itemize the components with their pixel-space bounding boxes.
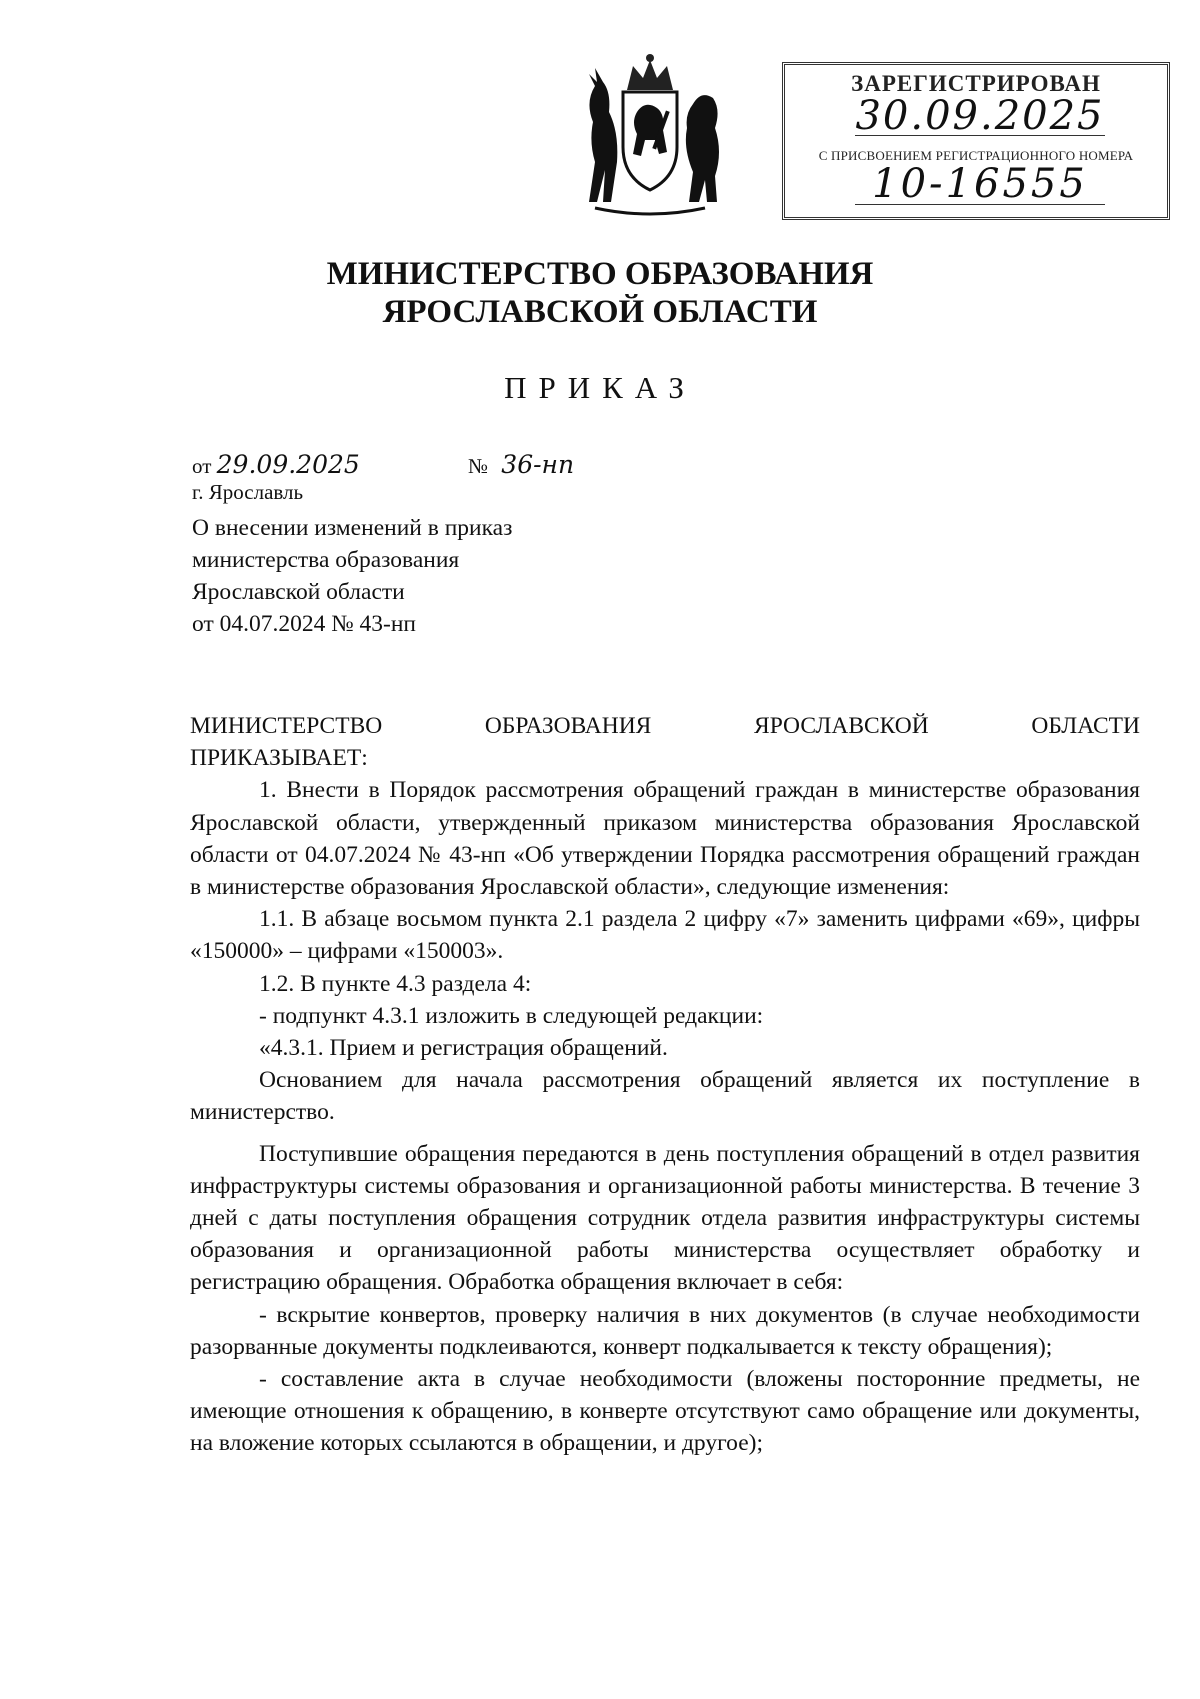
subject-line: от 04.07.2024 № 43-нп [192, 611, 416, 637]
paragraph-basis: Основанием для начала рассмотрения обращений является их поступление в министерство. [190, 1067, 1140, 1126]
stamp-date: 30.09.2025 [855, 93, 1105, 139]
paragraph-1-2-a: - подпункт 4.3.1 изложить в следующей редакции: [259, 1002, 764, 1029]
subject-line: Ярославской области [192, 579, 405, 605]
orders-line: МИНИСТЕРСТВО ОБРАЗОВАНИЯ ЯРОСЛАВСКОЙ ОБЛАСТИ [190, 713, 1140, 739]
order-subject [192, 512, 612, 640]
ministry-heading-line1: МИНИСТЕРСТВО ОБРАЗОВАНИЯ [326, 256, 874, 292]
paragraph-received: Поступившие обращения передаются в день поступления обращений в отдел развития инфраструктуры системы образования и организационной работы министерства. В течение 3 дней с даты поступления обращения сотрудник отдела развития инфраструктуры системы образования и организационной работы министерства осуществляет обработку и регистрацию обращения. Обработка обращения включает в себя: [190, 1140, 1140, 1296]
paragraph-1-2: 1.2. В пункте 4.3 раздела 4: [259, 970, 532, 997]
paragraph-dash-1: - вскрытие конвертов, проверку наличия в них документов (в случае необходимости разорванные документы подклеиваются, конверт подкалывается к тексту обращения); [190, 1301, 1140, 1360]
order-date [192, 450, 360, 479]
order-title: ПРИКАЗ [504, 370, 696, 405]
order-number [468, 450, 574, 479]
stamp-title: ЗАРЕГИСТРИРОВАН [851, 71, 1101, 96]
date-handwritten: 29.09.2025 [216, 450, 360, 479]
number-handwritten: 36-нп [501, 450, 575, 479]
order-body [190, 710, 1140, 1460]
subject-line: О внесении изменений в приказ [192, 515, 513, 541]
paragraph-1: 1. Внести в Порядок рассмотрения обращений граждан в министерстве образования Ярославской области, утвержденный приказом министерства образования Ярославской области от 04.07.2024 № 43-нп «Об утверждении Порядка рассмотрения обращений граждан в министерстве образования Ярославской области», следующие изменения: [190, 777, 1140, 901]
orders-verb: ПРИКАЗЫВАЕТ: [190, 745, 368, 772]
stamp-registration-number: 10-16555 [855, 164, 1105, 205]
coat-of-arms-emblem [575, 52, 725, 217]
number-prefix: № [468, 454, 489, 478]
paragraph-1-1: 1.1. В абзаце восьмом пункта 2.1 раздела 2 цифру «7» заменить цифрами «69», цифры «150000» – цифрами «150003». [190, 906, 1140, 965]
stamp-caption: С ПРИСВОЕНИЕМ РЕГИСТРАЦИОННОГО НОМЕРА [818, 148, 1134, 163]
city: г. Ярославль [192, 480, 304, 504]
ministry-heading-line2: ЯРОСЛАВСКОЙ ОБЛАСТИ [382, 294, 818, 330]
date-prefix: от [192, 454, 212, 478]
paragraph-dash-2: - составление акта в случае необходимости (вложены посторонние предметы, не имеющие отношения к обращению, в конверте отсутствуют само обращение или документы, на вложение которых ссылаются в обращении, и другое); [190, 1366, 1140, 1457]
registration-stamp [782, 62, 1170, 220]
subject-line: министерства образования [192, 547, 460, 573]
paragraph-4-3-1: «4.3.1. Прием и регистрация обращений. [259, 1035, 668, 1062]
